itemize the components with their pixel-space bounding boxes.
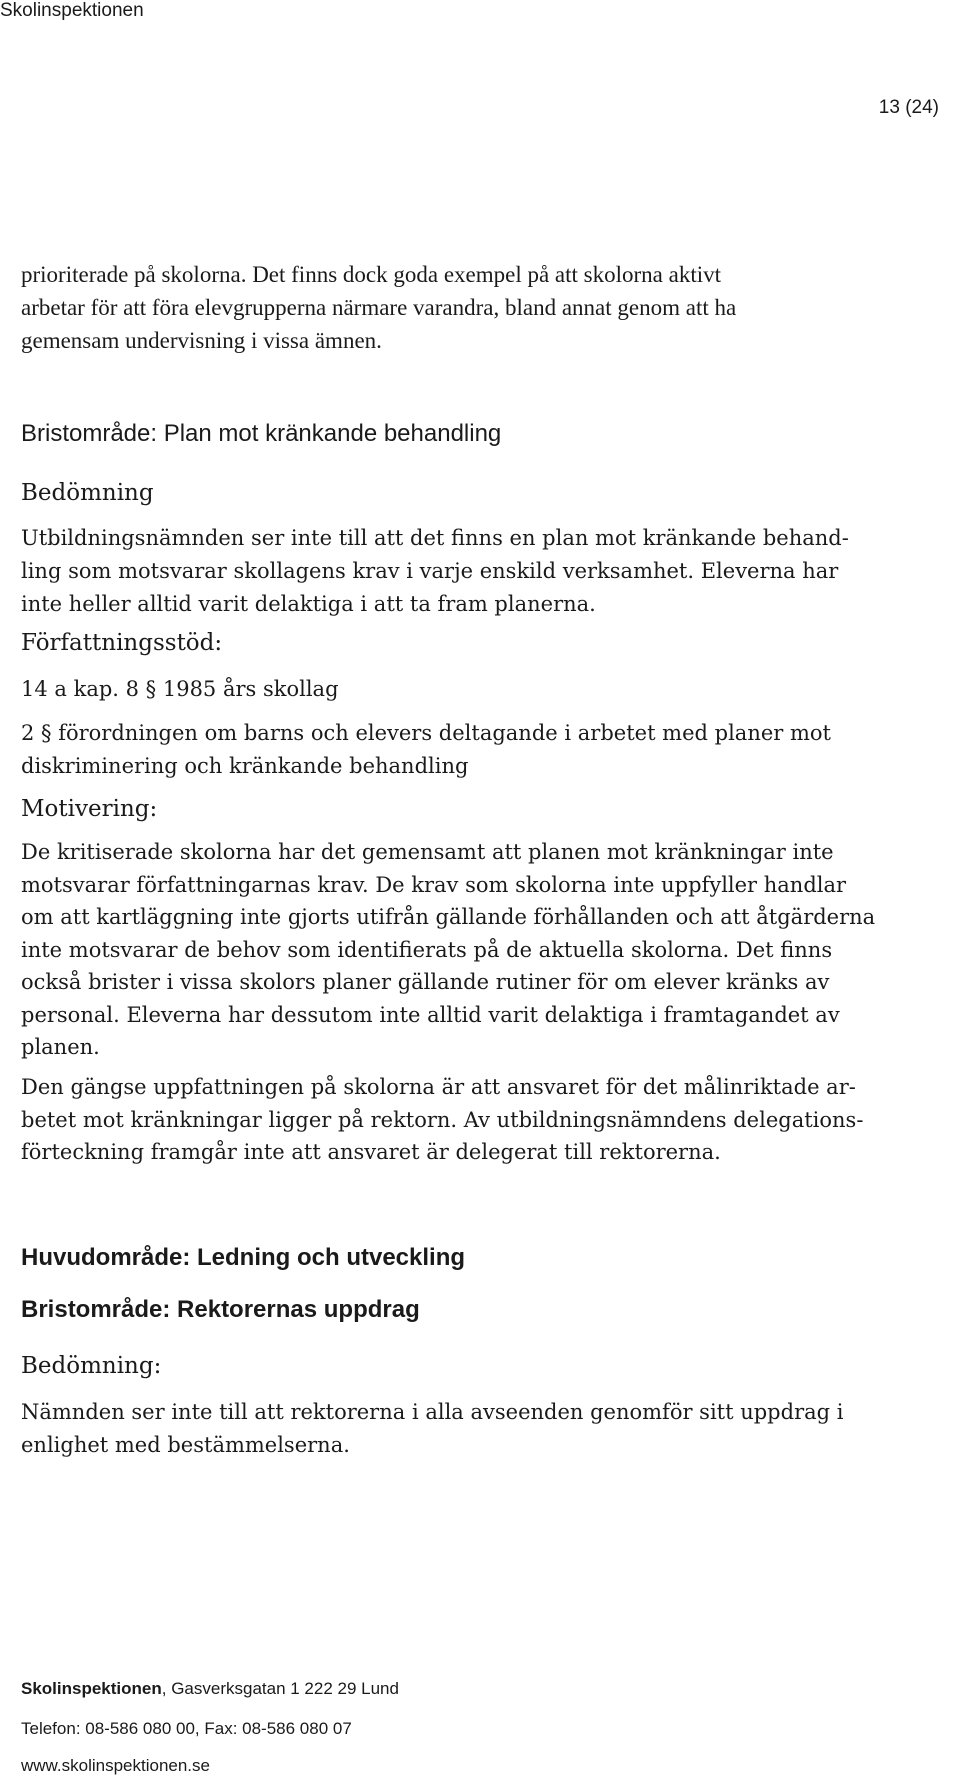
text-line: enlighet med bestämmelserna.: [21, 1433, 350, 1457]
text-line: motsvarar författningarnas krav. De krav som skolorna inte uppfyller handlar: [21, 872, 847, 897]
intro-paragraph: [21, 258, 736, 357]
intro-line: gemensam undervisning i vissa ämnen.: [21, 328, 382, 353]
section-heading: Bristområde: Plan mot kränkande behandling: [21, 420, 502, 447]
footer-org-name: Skolinspektionen: [21, 1679, 162, 1698]
text-line: personal. Eleverna har dessutom inte alltid varit delaktiga i framtagandet av: [21, 1002, 840, 1027]
text-line: betet mot kränkningar ligger på rektorn. Av utbildningsnämndens delegations-: [21, 1107, 864, 1132]
statute-1: 14 a kap. 8 § 1985 års skollag: [21, 677, 339, 701]
section-heading: Bristområde: Rektorernas uppdrag: [21, 1296, 420, 1323]
assessment-text: [21, 522, 849, 621]
text-line: Nämnden ser inte till att rektorerna i alla avseenden genomför sitt uppdrag i: [21, 1400, 844, 1424]
text-line: ling som motsvarar skollagens krav i varje enskild verksamhet. Eleverna har: [21, 559, 839, 583]
page-number: 13 (24): [878, 97, 939, 118]
main-area-heading: Huvudområde: Ledning och utveckling: [21, 1244, 466, 1271]
text-line: inte motsvarar de behov som identifierats på de aktuella skolorna. Det finns: [21, 937, 833, 962]
text-line: inte heller alltid varit delaktiga i att ta fram planerna.: [21, 592, 596, 616]
text-line: planen.: [21, 1035, 100, 1059]
footer-address: [21, 1679, 399, 1699]
footer-phone: Telefon: 08-586 080 00, Fax: 08-586 080 07: [21, 1719, 352, 1738]
assessment-label: Bedömning:: [21, 1353, 162, 1379]
motivation-paragraph-2: [21, 1071, 863, 1169]
intro-line: arbetar för att föra elevgrupperna närmare varandra, bland annat genom att ha: [21, 295, 737, 320]
text-line: förteckning framgår inte att ansvaret är delegerat till rektorerna.: [21, 1140, 721, 1164]
text-line: om att kartläggning inte gjorts utifrån gällande förhållanden och att åtgärderna: [21, 905, 876, 929]
statute-label: Författningsstöd:: [21, 630, 223, 656]
text-line: diskriminering och kränkande behandling: [21, 754, 469, 778]
motivation-label: Motivering:: [21, 796, 158, 822]
text-line: De kritiserade skolorna har det gemensamt att planen mot kränkningar inte: [21, 840, 834, 864]
assessment-label: Bedömning: [21, 480, 154, 506]
footer-website-link[interactable]: www.skolinspektionen.se: [21, 1756, 210, 1775]
header-org: Skolinspektionen: [0, 0, 144, 21]
statute-2: [21, 717, 831, 783]
text-line: Utbildningsnämnden ser inte till att det finns en plan mot kränkande behand-: [21, 526, 849, 550]
assessment-text: [21, 1396, 843, 1462]
text-line: också brister i vissa skolors planer gällande rutiner för om elever kränks av: [21, 970, 830, 994]
footer-address-text: , Gasverksgatan 1 222 29 Lund: [161, 1679, 399, 1698]
text-line: 2 § förordningen om barns och elevers deltagande i arbetet med planer mot: [21, 721, 831, 745]
intro-line: prioriterade på skolorna. Det finns dock goda exempel på att skolorna aktivt: [21, 262, 722, 287]
text-line: Den gängse uppfattningen på skolorna är att ansvaret för det målinriktade ar-: [21, 1075, 856, 1099]
motivation-paragraph-1: [21, 836, 875, 1064]
